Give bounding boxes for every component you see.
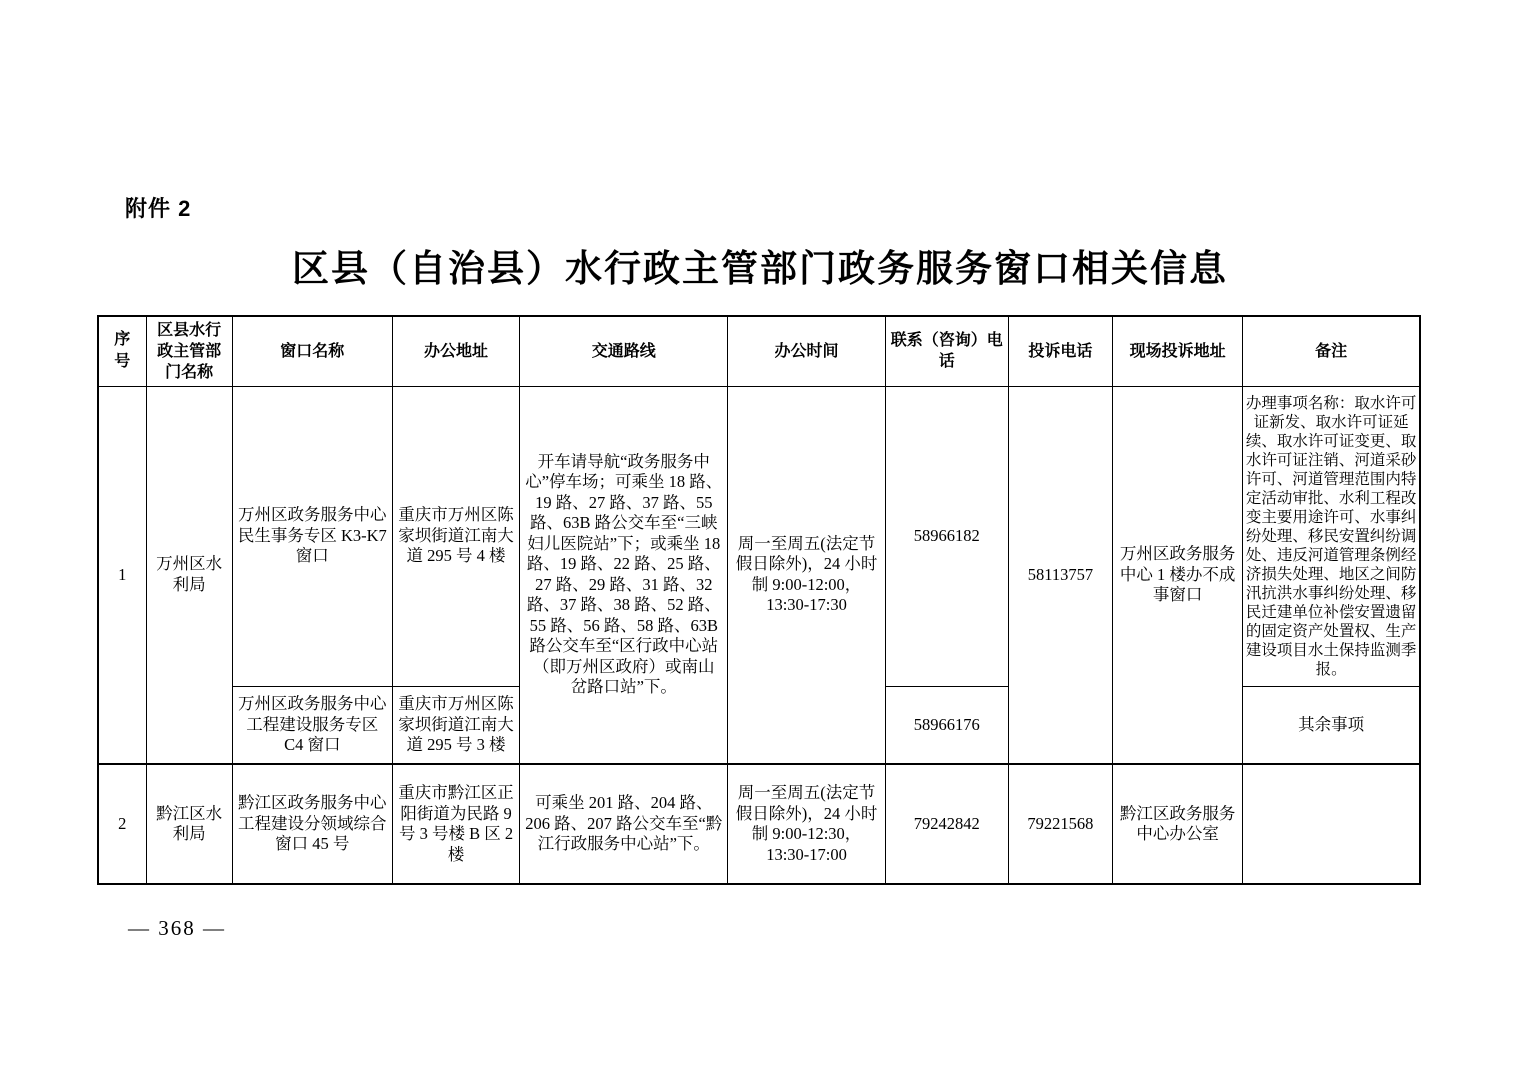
cell-complaint-phone-2: 79221568 xyxy=(1008,764,1112,884)
table-header xyxy=(98,316,1420,386)
col-header-remark: 备注 xyxy=(1243,316,1420,386)
col-header-route: 交通路线 xyxy=(520,316,728,386)
cell-address-1a: 重庆市万州区陈家坝街道江南大道 295 号 4 楼 xyxy=(392,386,519,686)
table-row-1-sub-1 xyxy=(98,386,1420,686)
col-header-index xyxy=(98,316,146,386)
col-header-department: 区县水行政主管部门名称 xyxy=(146,316,232,386)
cell-department-1: 万州区水利局 xyxy=(146,386,232,764)
cell-route-2: 可乘坐 201 路、204 路、206 路、207 路公交车至“黔江行政服务中心站”下。 xyxy=(520,764,728,884)
col-header-hours: 办公时间 xyxy=(728,316,885,386)
cell-index-1: 1 xyxy=(98,386,146,764)
page-title: 区县（自治县）水行政主管部门政务服务窗口相关信息 xyxy=(292,248,1228,289)
col-header-address: 办公地址 xyxy=(392,316,519,386)
cell-index-2: 2 xyxy=(98,764,146,884)
col-header-complaint-address: 现场投诉地址 xyxy=(1112,316,1242,386)
attachment-label: 附件 2 xyxy=(125,196,192,221)
cell-window-2: 黔江区政务服务中心工程建设分领域综合窗口 45 号 xyxy=(232,764,392,884)
cell-contact-phone-2: 79242842 xyxy=(885,764,1008,884)
cell-complaint-address-1: 万州区政务服务中心 1 楼办不成事窗口 xyxy=(1112,386,1242,764)
cell-address-1b: 重庆市万州区陈家坝街道江南大道 295 号 3 楼 xyxy=(392,686,519,764)
cell-department-2: 黔江区水利局 xyxy=(146,764,232,884)
cell-hours-1: 周一至周五(法定节假日除外)，24 小时制 9:00-12:00，13:30-17:30 xyxy=(728,386,885,764)
table-row-2 xyxy=(98,764,1420,884)
col-header-complaint-phone: 投诉电话 xyxy=(1008,316,1112,386)
cell-hours-2: 周一至周五(法定节假日除外)，24 小时制 9:00-12:30，13:30-17:00 xyxy=(728,764,885,884)
cell-window-1b: 万州区政务服务中心工程建设服务专区 C4 窗口 xyxy=(232,686,392,764)
header-row xyxy=(98,316,1420,386)
cell-remark-2 xyxy=(1243,764,1420,884)
cell-complaint-phone-1: 58113757 xyxy=(1008,386,1112,764)
cell-complaint-address-2: 黔江区政务服务中心办公室 xyxy=(1112,764,1242,884)
col-header-window: 窗口名称 xyxy=(232,316,392,386)
service-window-table xyxy=(97,315,1421,885)
cell-contact-phone-1b: 58966176 xyxy=(885,686,1008,764)
cell-route-1: 开车请导航“政务服务中心”停车场；可乘坐 18 路、19 路、27 路、37 路、55 路、63B 路公交车至“三峡妇儿医院站”下；或乘坐 18 路、19 路、22 路、25 路、27 路、29 路、31 路、32 路、37 路、38 路、52 路、55 路、56 路、58 路、63B 路公交车至“区行政中心站（即万州区政府）或南山岔路口站”下。 xyxy=(520,386,728,764)
cell-remark-1b: 其余事项 xyxy=(1243,686,1420,764)
cell-contact-phone-1a: 58966182 xyxy=(885,386,1008,686)
page-number: — 368 — xyxy=(128,916,226,940)
cell-address-2: 重庆市黔江区正阳街道为民路 9 号 3 号楼 B 区 2 楼 xyxy=(392,764,519,884)
cell-remark-1a: 办理事项名称：取水许可证新发、取水许可证延续、取水许可证变更、取水许可证注销、河道采砂许可、河道管理范围内特定活动审批、水利工程改变主要用途许可、水事纠纷处理、移民安置纠纷调处、违反河道管理条例经济损失处理、地区之间防汛抗洪水事纠纷处理、移民迁建单位补偿安置遗留的固定资产处置权、生产建设项目水土保持监测季报。 xyxy=(1243,386,1420,686)
col-header-index-label: 序号 xyxy=(114,331,131,371)
col-header-contact-phone: 联系（咨询）电话 xyxy=(885,316,1008,386)
cell-window-1a: 万州区政务服务中心民生事务专区 K3-K7 窗口 xyxy=(232,386,392,686)
